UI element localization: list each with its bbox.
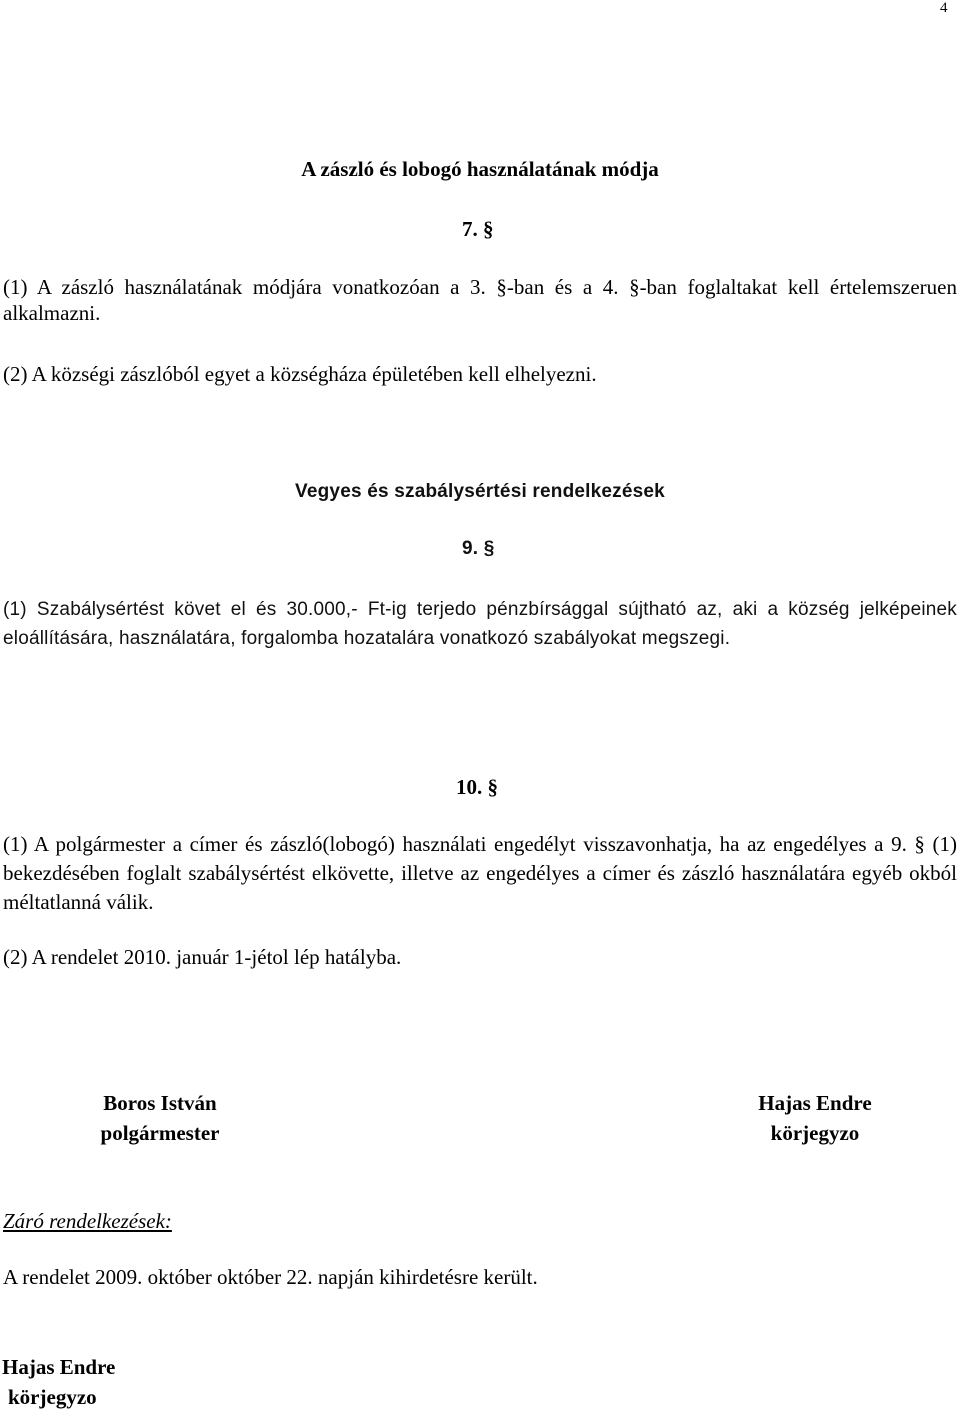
signature-mayor-title: polgármester: [100, 1121, 220, 1145]
closing-signature: [2, 1352, 115, 1412]
signature-notary-name: Hajas Endre: [758, 1091, 872, 1115]
page-number: 4: [940, 0, 948, 16]
paragraph-9-1: (1) Szabálysértést követ el és 30.000,- Ft-ig terjedo pénzbírsággal sújtható az, aki a község jelképeinek eloállítására, használatára, forgalomba hozatalára vonatkozó szabályokat megszegi.: [3, 599, 957, 649]
signature-mayor-name: Boros István: [103, 1091, 217, 1115]
paragraph-10-1: (1) A polgármester a címer és zászló(lobogó) használati engedélyt visszavonhatja, ha az engedélyes a 9. § (1) bekezdésében foglalt szabálysértést elkövette, illetve az engedélyes a címer és zászló használatára egyéb okból méltatlanná válik.: [3, 832, 957, 914]
section-number-7: 7. §: [462, 217, 494, 241]
paragraph-10-2: (2) A rendelet 2010. január 1-jétol lép hatályba.: [3, 945, 402, 969]
section-heading-misc-provisions: Vegyes és szabálysértési rendelkezések: [295, 481, 665, 502]
section-number-10: 10. §: [456, 775, 498, 799]
closing-signature-title: körjegyzo: [8, 1385, 97, 1409]
closing-text: A rendelet 2009. október október 22. napján kihirdetésre került.: [3, 1265, 538, 1289]
signature-notary-title: körjegyzo: [770, 1121, 860, 1145]
paragraph-7-1: (1) A zászló használatának módjára vonatkozóan a 3. §-ban és a 4. §-ban foglaltakat kell értelemszeruen alkalmazni.: [3, 275, 957, 325]
paragraph-7-2: (2) A községi zászlóból egyet a községháza épületében kell elhelyezni.: [3, 362, 597, 386]
signature-mayor: [60, 1088, 260, 1148]
section-heading-flag-usage: A zászló és lobogó használatának módja: [301, 157, 659, 181]
closing-signature-name: Hajas Endre: [2, 1355, 116, 1379]
section-number-9: 9. §: [462, 538, 495, 559]
closing-heading: Záró rendelkezések:: [3, 1209, 172, 1233]
signature-notary: [715, 1088, 915, 1148]
